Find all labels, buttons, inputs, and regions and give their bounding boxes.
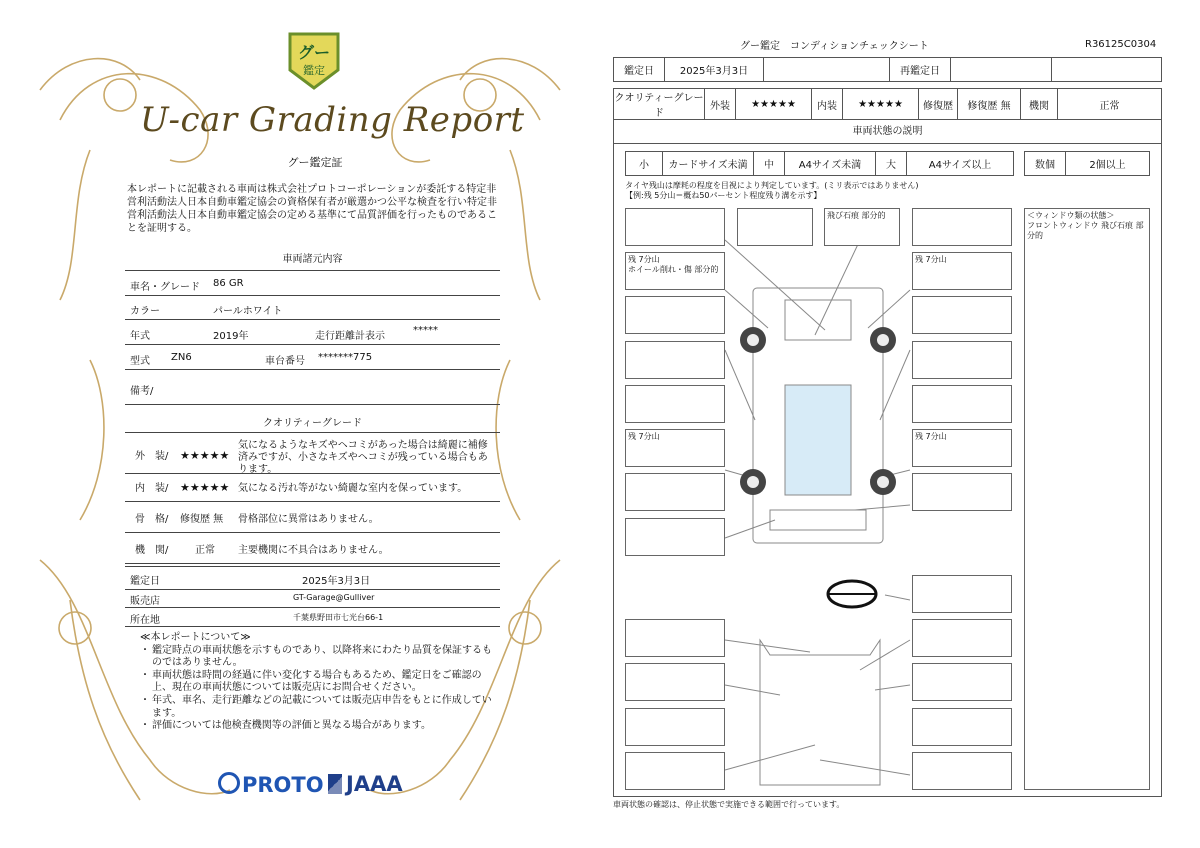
size-mid-desc: A4サイズ未満: [785, 152, 876, 176]
ext-value: ★★★★★: [736, 89, 812, 120]
spec-row-year: [125, 320, 500, 345]
goo-kantei-logo: [286, 30, 342, 92]
name-value: 86 GR: [213, 278, 244, 289]
window-status-box: [1024, 208, 1150, 790]
vehicle-state-title: 車両状態の説明: [613, 119, 1162, 144]
count-desc: 2個以上: [1066, 152, 1150, 176]
quality-row-interior: [125, 473, 500, 502]
spec-row-color: [125, 295, 500, 320]
damage-box: [912, 752, 1012, 790]
certificate-title: グー鑑定証: [287, 156, 343, 169]
damage-box: [912, 208, 1012, 246]
quality-heading: クオリティーグレード: [263, 418, 362, 429]
exterior-label: 外 装/: [135, 451, 169, 462]
date-value: 2025年3月3日: [302, 576, 371, 587]
redate-value: [951, 58, 1052, 82]
date-label: 鑑定日: [130, 576, 160, 587]
spec-row-model: [125, 345, 500, 370]
int-label: 内装: [812, 89, 843, 120]
damage-box: [912, 619, 1012, 657]
quality-row-frame: [125, 502, 500, 533]
address-value: 千葉県野田市七光台66-1: [293, 613, 384, 622]
size-legend: [625, 151, 1014, 176]
jaaa-logo: [328, 772, 403, 796]
spec-row-remarks: [125, 370, 500, 405]
int-value: ★★★★★: [843, 89, 919, 120]
size-mid: 中: [754, 152, 785, 176]
rep-value: 修復歴 無: [958, 89, 1021, 120]
date-value: 2025年3月3日: [665, 58, 764, 82]
size-large: 大: [876, 152, 907, 176]
interior-stars: ★★★★★: [180, 481, 230, 494]
spec-row-name: [125, 270, 500, 296]
damage-box: [625, 341, 725, 379]
note-item: ・ 鑑定時点の車両状態を示すものであり、以降将来にわたり品質を保証するものではありません。: [140, 645, 500, 670]
jaaa-mark-icon: [328, 774, 342, 794]
damage-box: [625, 518, 725, 556]
model-label: 型式: [130, 356, 150, 367]
engine-label: 機 関/: [135, 545, 169, 556]
damage-box: [625, 708, 725, 746]
damage-box: [912, 385, 1012, 423]
sheet-code: R36125C0304: [1085, 39, 1157, 50]
qg-label: クオリティーグレード: [614, 89, 705, 120]
rep-label: 修復歴: [919, 89, 958, 120]
chassis-label: 車台番号: [265, 356, 305, 367]
stone-chip-box: [824, 208, 900, 246]
tire-box-front-right: [912, 252, 1012, 290]
empty-cell: [1052, 58, 1162, 82]
year-value: 2019年: [213, 331, 249, 342]
damage-box: [912, 473, 1012, 511]
report-notes: [140, 632, 500, 733]
sheet-footer: 車両状態の確認は、停止状態で実施できる範囲で行っています。: [613, 800, 845, 809]
tire-note: タイヤ残山は摩耗の程度を目視により判定しています。(ミリ表示ではありません): [625, 181, 919, 190]
date-row: [613, 57, 1162, 82]
quality-row-engine: [125, 533, 500, 564]
proto-text: PROTO: [242, 773, 324, 797]
mileage-value: *****: [413, 325, 438, 336]
ext-label: 外装: [705, 89, 736, 120]
intro-text: 本レポートに記載される車両は株式会社プロトコーポレーションが委託する特定非営利活動法人日本自動車鑑定協会の資格保有者が厳選かつ公平な検査を行い特定非営利活動法人日本自動車鑑定協会の定める基準にて品質評価を行ったものであることを証明する。: [127, 184, 497, 234]
damage-box: [625, 296, 725, 334]
size-small: 小: [626, 152, 663, 176]
stone-chip-text: 飛び石痕 部分的: [827, 211, 886, 220]
redate-label: 再鑑定日: [890, 58, 951, 82]
count-legend: [1024, 151, 1150, 176]
damage-box: [625, 473, 725, 511]
quality-row-exterior: [125, 432, 500, 474]
proto-mark-icon: [218, 772, 240, 794]
count-label: 数個: [1025, 152, 1066, 176]
frame-desc: 骨格部位に異常はありません。: [238, 514, 379, 525]
frame-value: 修復歴 無: [180, 514, 224, 525]
mileage-label: 走行距離計表示: [315, 331, 385, 342]
interior-label: 内 装/: [135, 483, 169, 494]
name-label: 車名・グレード: [130, 282, 200, 293]
damage-box: [625, 619, 725, 657]
jaaa-text: JAAA: [346, 772, 403, 796]
damage-box: [625, 208, 725, 246]
tire-box-text: 残 7分山: [628, 432, 660, 441]
size-large-desc: A4サイズ以上: [907, 152, 1014, 176]
exterior-stars: ★★★★★: [180, 449, 230, 462]
damage-box: [625, 663, 725, 701]
report-title: U-car Grading Report: [140, 100, 525, 140]
interior-desc: 気になる汚れ等がない綺麗な室内を保っています。: [238, 483, 468, 494]
sheet-title: グー鑑定 コンディションチェックシート: [740, 41, 929, 52]
eng-value: 正常: [1058, 89, 1162, 120]
engine-value: 正常: [195, 545, 215, 556]
damage-box: [912, 663, 1012, 701]
note-item: ・ 評価については他検査機関等の評価と異なる場合があります。: [140, 720, 500, 733]
notes-heading: ≪本レポートについて≫: [140, 632, 251, 643]
tire-example: 【例:残 5分山＝概ね50パーセント程度残り溝を示す】: [625, 191, 822, 200]
frame-label: 骨 格/: [135, 514, 169, 525]
tire-box-front-left: [625, 252, 725, 290]
eng-label: 機関: [1021, 89, 1058, 120]
note-item: ・ 車両状態は時間の経過に伴い変化する場合もあるため、鑑定日をご確認の上、現在の車両状態については販売店にお問合せください。: [140, 670, 500, 695]
proto-logo: [218, 772, 324, 797]
color-value: パールホワイト: [213, 306, 283, 317]
shop-label: 販売店: [130, 596, 160, 607]
damage-box: [912, 708, 1012, 746]
info-row-date: [125, 566, 500, 590]
address-label: 所在地: [130, 615, 160, 626]
damage-box: [912, 575, 1012, 613]
remarks-label: 備考/: [130, 386, 154, 397]
svg-text:グー: グー: [297, 43, 331, 62]
tire-box-rear-left: [625, 429, 725, 467]
damage-box: [912, 296, 1012, 334]
tire-box-rear-right: [912, 429, 1012, 467]
year-label: 年式: [130, 331, 150, 342]
date-label: 鑑定日: [614, 58, 665, 82]
grade-row: [613, 88, 1162, 120]
window-status-text: ＜ウィンドウ類の状態＞ フロントウィンドウ 飛び石痕 部分的: [1027, 211, 1144, 240]
engine-desc: 主要機関に不具合はありません。: [238, 545, 389, 556]
note-item: ・ 年式、車名、走行距離などの記載については販売店申告をもとに作成しています。: [140, 695, 500, 720]
exterior-desc: 気になるようなキズやヘコミがあった場合は綺麗に補修済みですが、小さなキズやヘコミが残っている場合もあります。: [238, 440, 488, 475]
empty-cell: [764, 58, 890, 82]
chassis-value: *******775: [318, 352, 373, 363]
tire-box-text: 残 7分山: [915, 432, 947, 441]
tire-box-text: 残 7分山: [915, 255, 947, 264]
spec-heading: 車両諸元内容: [282, 254, 343, 265]
size-small-desc: カードサイズ未満: [663, 152, 754, 176]
damage-box: [625, 752, 725, 790]
damage-box: [737, 208, 813, 246]
info-row-shop: [125, 589, 500, 608]
tire-box-text: 残 7分山 ホイール削れ・傷 部分的: [628, 255, 719, 274]
color-label: カラー: [130, 306, 160, 317]
svg-text:鑑定: 鑑定: [303, 64, 325, 77]
shop-value: GT-Garage@Gulliver: [293, 593, 375, 602]
damage-box: [625, 385, 725, 423]
info-row-address: [125, 608, 500, 627]
model-value: ZN6: [171, 352, 192, 363]
damage-box: [912, 341, 1012, 379]
